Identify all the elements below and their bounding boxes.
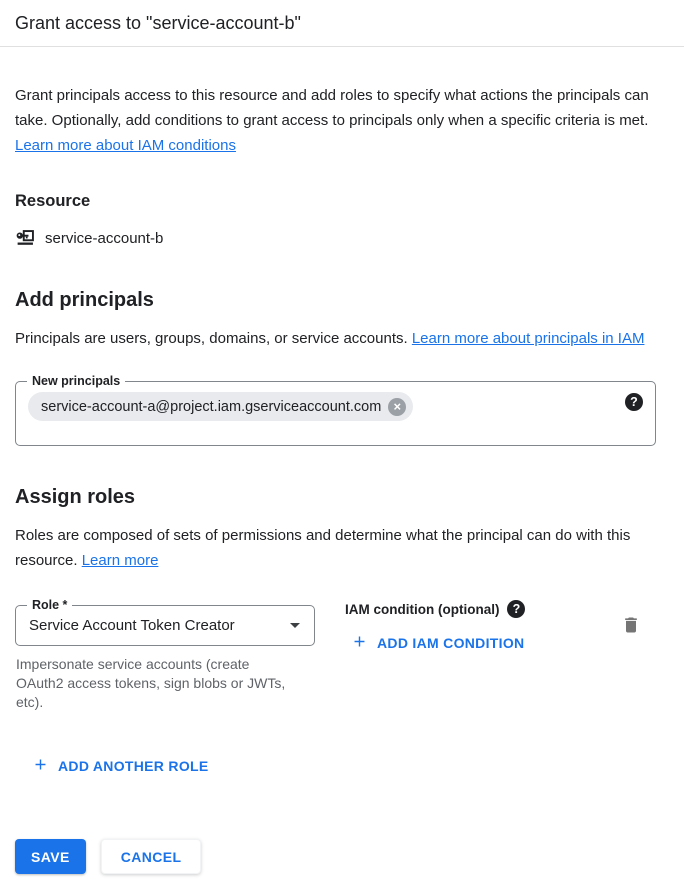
dialog-footer [15, 839, 201, 874]
iam-condition-help-icon[interactable]: ? [507, 600, 525, 618]
delete-role-button[interactable] [621, 615, 641, 635]
add-another-role-label: ADD ANOTHER ROLE [58, 758, 209, 774]
role-selected-value: Service Account Token Creator [29, 617, 235, 634]
iam-conditions-learn-more-link[interactable]: Learn more about IAM conditions [15, 137, 236, 154]
cancel-button[interactable]: CANCEL [101, 839, 202, 874]
resource-row [15, 228, 669, 249]
principals-help-icon[interactable]: ? [625, 393, 643, 411]
new-principals-field[interactable] [15, 374, 656, 446]
add-iam-condition-label: ADD IAM CONDITION [377, 635, 525, 651]
resource-name: service-account-b [45, 230, 164, 247]
iam-condition-column [345, 601, 621, 655]
service-account-icon [15, 228, 36, 249]
dialog-body [0, 83, 684, 778]
dialog-title: Grant access to "service-account-b" [15, 13, 301, 33]
principals-learn-more-link[interactable]: Learn more about principals in IAM [411, 330, 645, 347]
principal-chip-value: service-account-a@project.iam.gserviceaccount.com [41, 398, 382, 415]
role-column [15, 598, 315, 712]
role-helper-text: Impersonate service accounts (create OAuth2 access tokens, sign blobs or JWTs, etc). [16, 656, 286, 710]
chip-close-icon[interactable]: × [388, 398, 406, 416]
assign-roles-description [15, 523, 669, 573]
iam-condition-label: IAM condition (optional) [345, 601, 500, 617]
principal-chip [28, 392, 413, 421]
intro-paragraph [15, 83, 669, 158]
plus-icon [32, 756, 49, 776]
new-principals-label: New principals [27, 373, 125, 390]
delete-role-column [621, 605, 669, 640]
assign-roles-heading: Assign roles [15, 486, 136, 508]
save-button[interactable]: SAVE [15, 839, 86, 874]
roles-desc-text: Roles are composed of sets of permissions and determine what the principal can do with this resource. [15, 527, 631, 569]
resource-heading: Resource [15, 192, 91, 210]
principals-desc-text: Principals are users, groups, domains, or service accounts. [15, 330, 412, 347]
role-select[interactable] [15, 598, 315, 646]
intro-text: Grant principals access to this resource and add roles to specify what actions the principals can take. Optionally, add conditions to grant access to principals only when a specific criteria is met. [15, 87, 649, 129]
iam-condition-label-row [345, 600, 621, 618]
roles-learn-more-link[interactable]: Learn more [81, 552, 159, 569]
role-label: Role * [27, 597, 72, 614]
add-iam-condition-button[interactable] [351, 633, 524, 653]
title-divider [0, 46, 684, 47]
add-principals-heading: Add principals [15, 289, 154, 311]
add-another-role-button[interactable] [32, 756, 209, 776]
dropdown-arrow-icon [290, 623, 300, 628]
role-row [15, 598, 669, 712]
add-principals-description [15, 326, 669, 351]
plus-icon [351, 633, 368, 653]
trash-icon [621, 615, 641, 635]
